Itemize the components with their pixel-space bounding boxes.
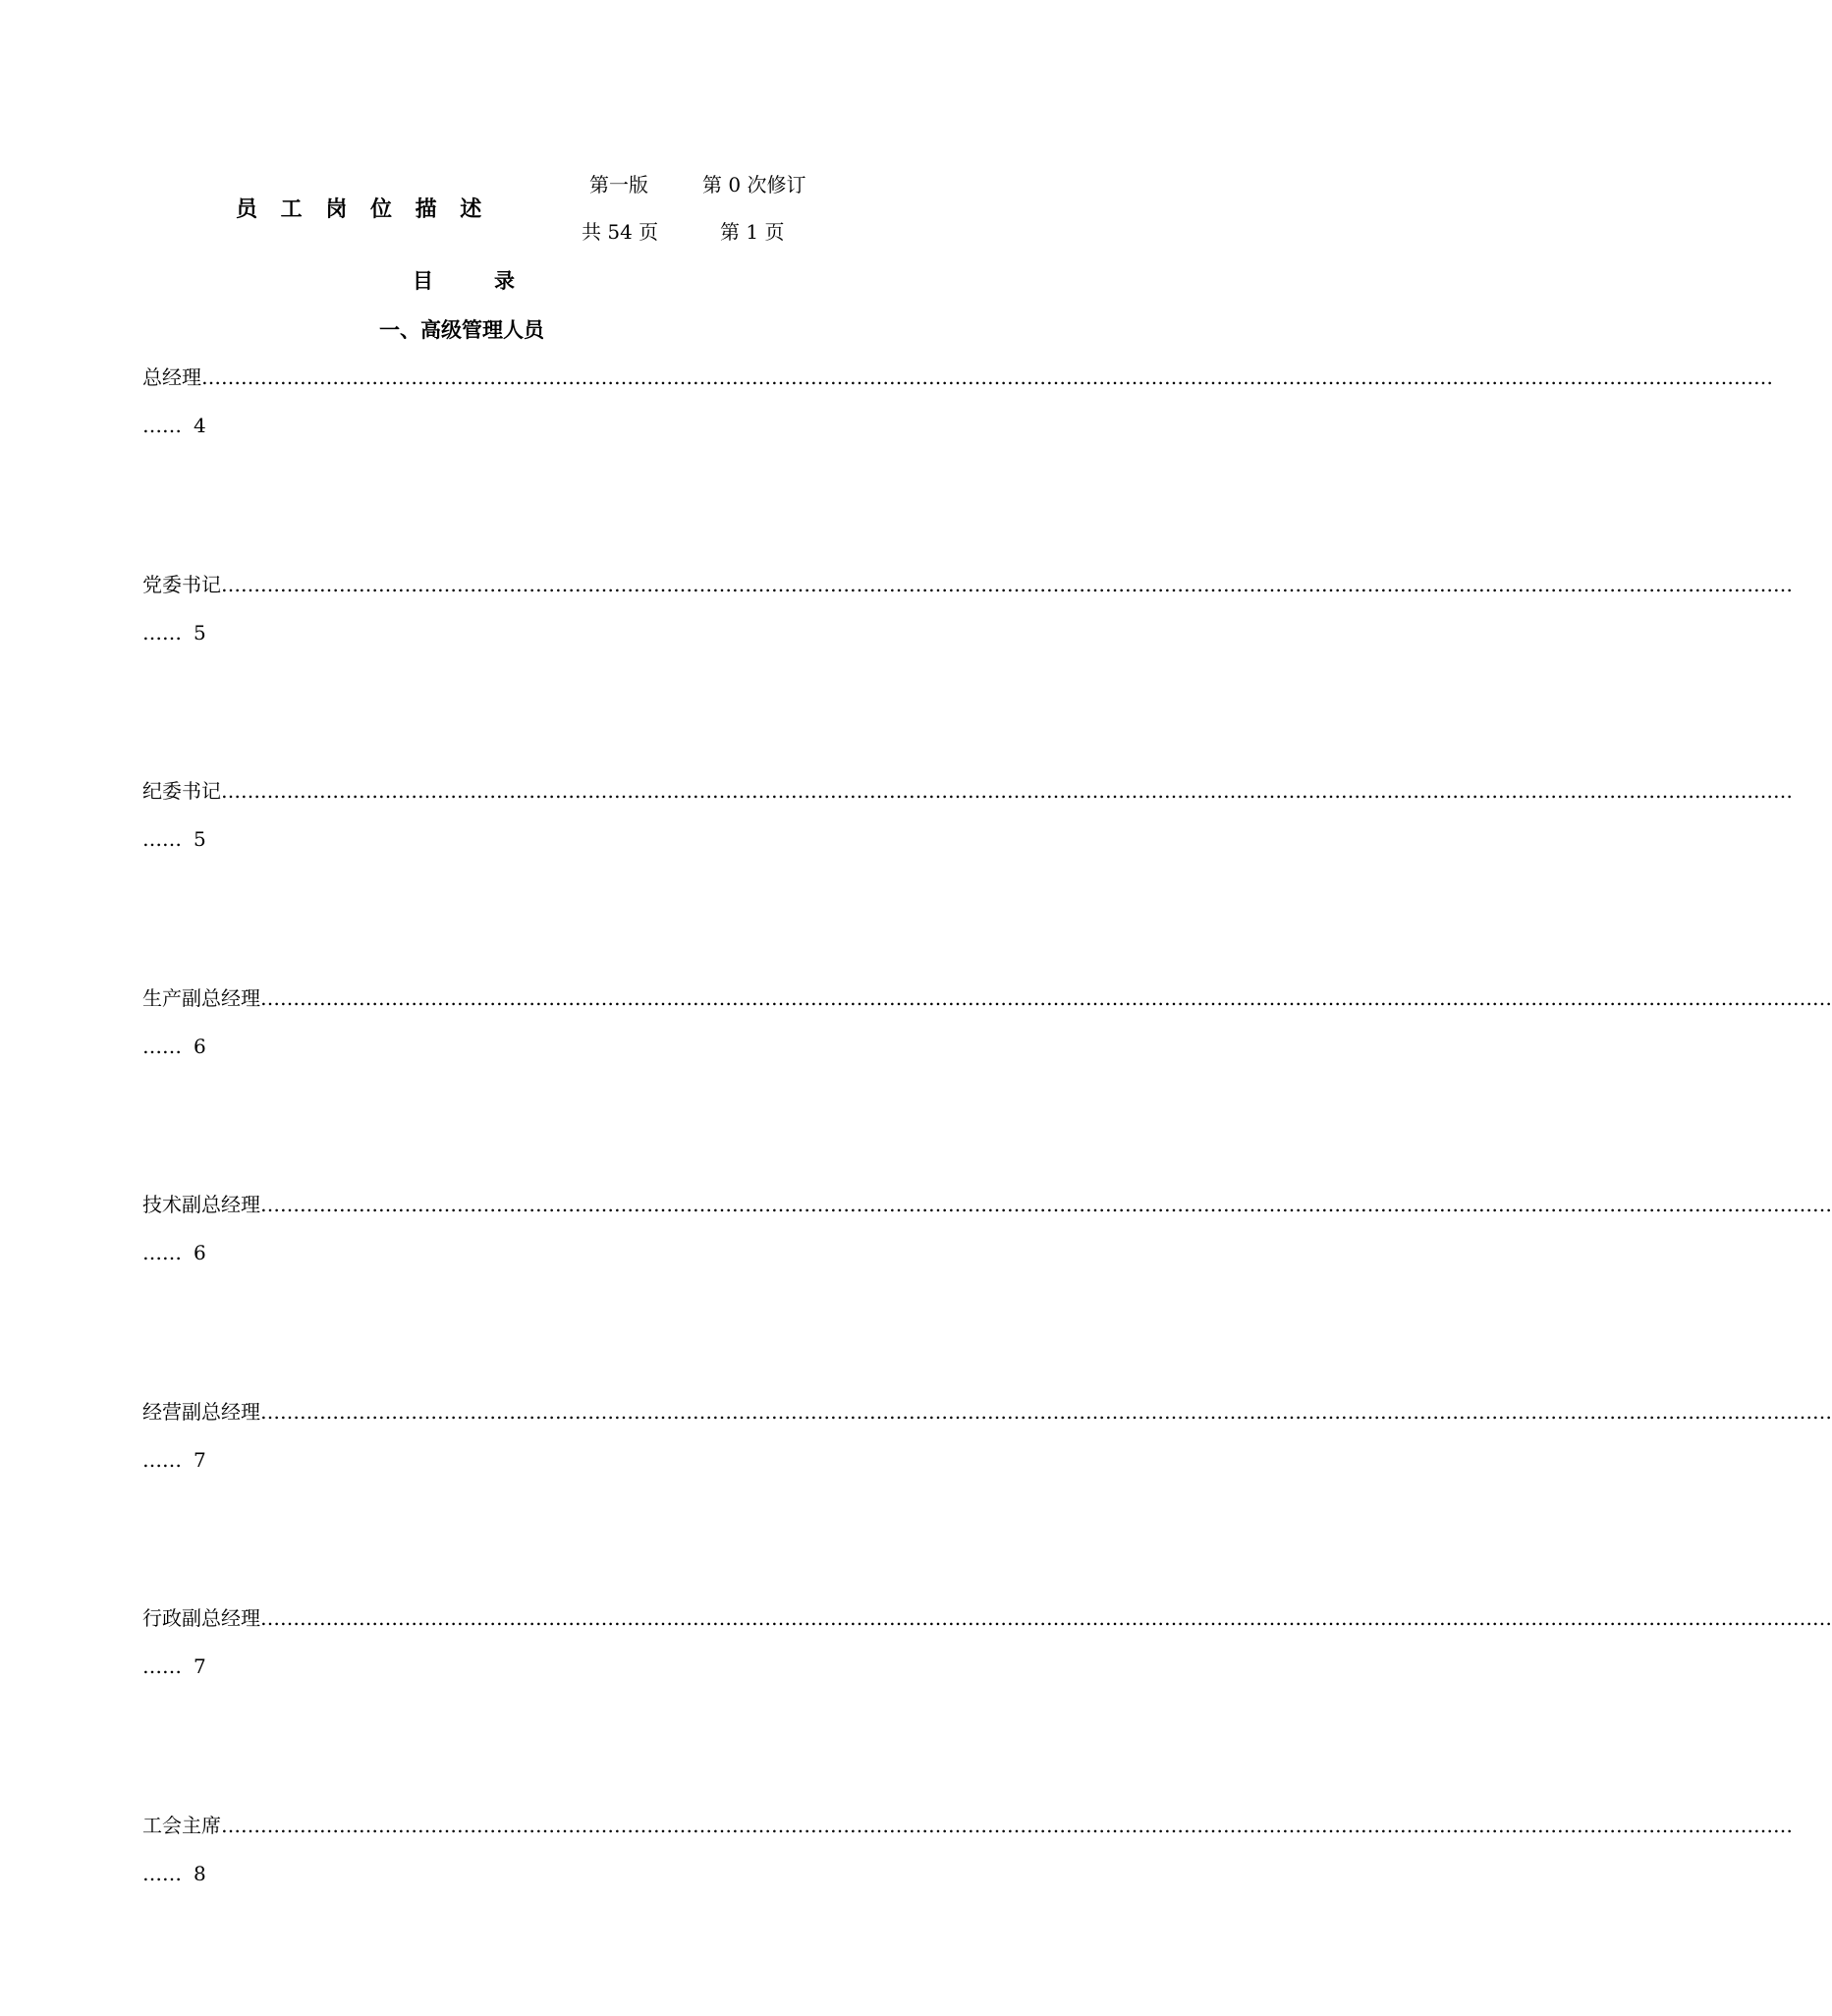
toc-leader: …………………………………………………………………………………………………………………………………………………………………………………………………………………… — [201, 365, 1773, 389]
toc-entry[interactable] — [142, 775, 791, 982]
toc-leader: …………………………………………………………………………………………………………………………………………………………………………………………………………………… — [221, 1814, 1793, 1837]
toc-entry-label: 党委书记 — [142, 569, 221, 597]
document-title: 员 工 岗 位 描 述 — [236, 193, 489, 223]
toc-leader-cont: …… — [142, 414, 182, 437]
revision-label: 第 0 次修订 — [702, 169, 805, 197]
toc-leader: …………………………………………………………………………………………………………………………………………………………………………………………………………………… — [221, 779, 1793, 803]
toc-leader-cont: …… — [142, 1862, 182, 1885]
toc-entry-page: 4 — [194, 414, 206, 437]
toc-entry[interactable] — [142, 1810, 791, 2016]
toc-list — [142, 362, 791, 2016]
toc-entry-label: 经营副总经理 — [142, 1396, 260, 1425]
toc-entry[interactable] — [142, 982, 791, 1190]
toc-leader-cont: …… — [142, 827, 182, 851]
toc-entry[interactable] — [142, 1189, 791, 1396]
toc-leader-cont: …… — [142, 1035, 182, 1058]
toc-entry-page: 5 — [194, 621, 206, 644]
toc-entry[interactable] — [142, 362, 791, 569]
toc-entry-page: 6 — [194, 1035, 206, 1058]
section-title: 一、高级管理人员 — [379, 314, 544, 344]
toc-entry[interactable] — [142, 1602, 791, 1810]
toc-entry-label: 总经理 — [142, 362, 201, 390]
toc-entry-page: 5 — [194, 827, 206, 851]
toc-leader: …………………………………………………………………………………………………………………………………………………………………………………………………………………… — [221, 573, 1793, 596]
toc-leader-cont: …… — [142, 1448, 182, 1472]
document-page — [0, 0, 933, 1320]
toc-heading — [413, 265, 515, 295]
toc-leader: …………………………………………………………………………………………………………………………………………………………………………………………………………………… — [260, 1400, 1832, 1424]
total-pages-label: 共 54 页 — [582, 216, 658, 245]
current-page-label: 第 1 页 — [720, 216, 784, 245]
toc-entry-label: 技术副总经理 — [142, 1189, 260, 1217]
toc-entry-label: 行政副总经理 — [142, 1602, 260, 1631]
toc-entry-label: 纪委书记 — [142, 775, 221, 804]
toc-leader-cont: …… — [142, 1654, 182, 1678]
edition-label: 第一版 — [589, 169, 648, 197]
toc-entry-label: 工会主席 — [142, 1810, 221, 1838]
toc-entry-label: 生产副总经理 — [142, 982, 260, 1011]
toc-leader-cont: …… — [142, 621, 182, 644]
toc-entry-page: 6 — [194, 1241, 206, 1264]
toc-entry-page: 7 — [194, 1448, 206, 1472]
toc-entry[interactable] — [142, 569, 791, 776]
toc-heading-left: 目 — [413, 268, 433, 293]
toc-heading-right: 录 — [494, 268, 515, 293]
toc-entry[interactable] — [142, 1396, 791, 1603]
toc-entry-page: 7 — [194, 1654, 206, 1678]
toc-leader: …………………………………………………………………………………………………………………………………………………………………………………………………………………… — [260, 986, 1832, 1010]
toc-leader-cont: …… — [142, 1241, 182, 1264]
toc-entry-page: 8 — [194, 1862, 206, 1885]
toc-leader: …………………………………………………………………………………………………………………………………………………………………………………………………………………… — [260, 1606, 1832, 1630]
toc-leader: …………………………………………………………………………………………………………………………………………………………………………………………………………………… — [260, 1193, 1832, 1216]
